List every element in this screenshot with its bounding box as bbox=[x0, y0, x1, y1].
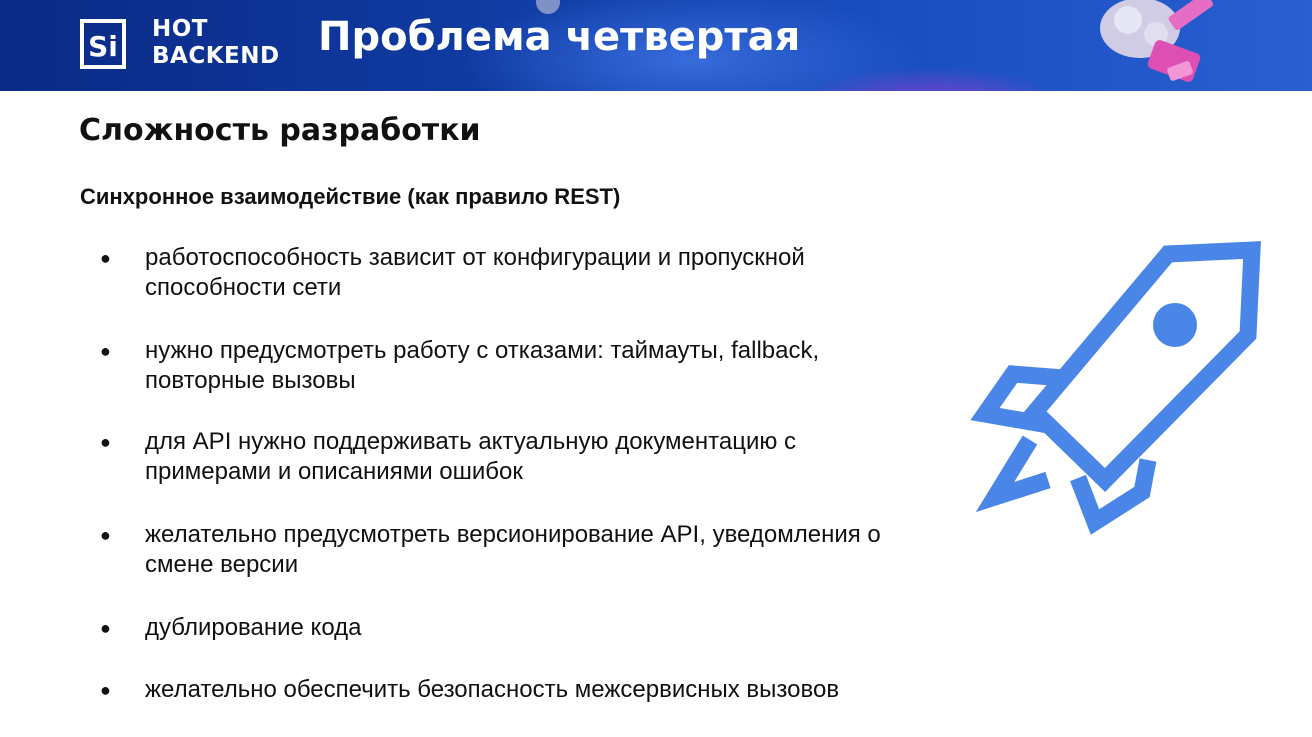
bullet-text-line-2: способности сети bbox=[145, 274, 342, 301]
bullet-text-line-1: желательно предусмотреть версионирование API, уведомления о bbox=[145, 521, 881, 548]
list-item bbox=[100, 675, 950, 705]
list-item bbox=[100, 520, 950, 580]
brand-line-1: HOT bbox=[152, 16, 208, 42]
bullet-dot: ● bbox=[100, 248, 111, 268]
rocket-icon bbox=[960, 230, 1280, 550]
list-item bbox=[100, 427, 950, 487]
bullet-text-line-2: повторные вызовы bbox=[145, 367, 356, 394]
bullet-dot: ● bbox=[100, 432, 111, 452]
logo-mark-text: Si bbox=[88, 30, 118, 63]
bullet-dot: ● bbox=[100, 341, 111, 361]
bullet-dot: ● bbox=[100, 525, 111, 545]
bullet-text-line-1: для API нужно поддерживать актуальную документацию с bbox=[145, 428, 797, 455]
list-item bbox=[100, 336, 950, 396]
bullet-text-line-1: желательно обеспечить безопасность межсервисных вызовов bbox=[145, 676, 840, 703]
bullet-text-line-2: примерами и описаниями ошибок bbox=[145, 458, 523, 485]
page-title: Проблема четвертая bbox=[318, 14, 801, 60]
bullet-dot: ● bbox=[100, 618, 111, 638]
bullet-text-line-1: работоспособность зависит от конфигурации и пропускной bbox=[145, 244, 805, 271]
bullet-text-line-2: смене версии bbox=[145, 551, 299, 578]
list-item bbox=[100, 243, 950, 303]
bullet-text-line-1: дублирование кода bbox=[145, 614, 362, 641]
section-heading: Синхронное взаимодействие (как правило REST) bbox=[80, 184, 621, 209]
brand-line-2: BACKEND bbox=[152, 43, 280, 69]
bullet-dot: ● bbox=[100, 680, 111, 700]
list-item bbox=[100, 613, 950, 643]
bullet-text-line-1: нужно предусмотреть работу с отказами: таймауты, fallback, bbox=[145, 337, 820, 364]
page-subtitle: Сложность разработки bbox=[79, 113, 481, 148]
